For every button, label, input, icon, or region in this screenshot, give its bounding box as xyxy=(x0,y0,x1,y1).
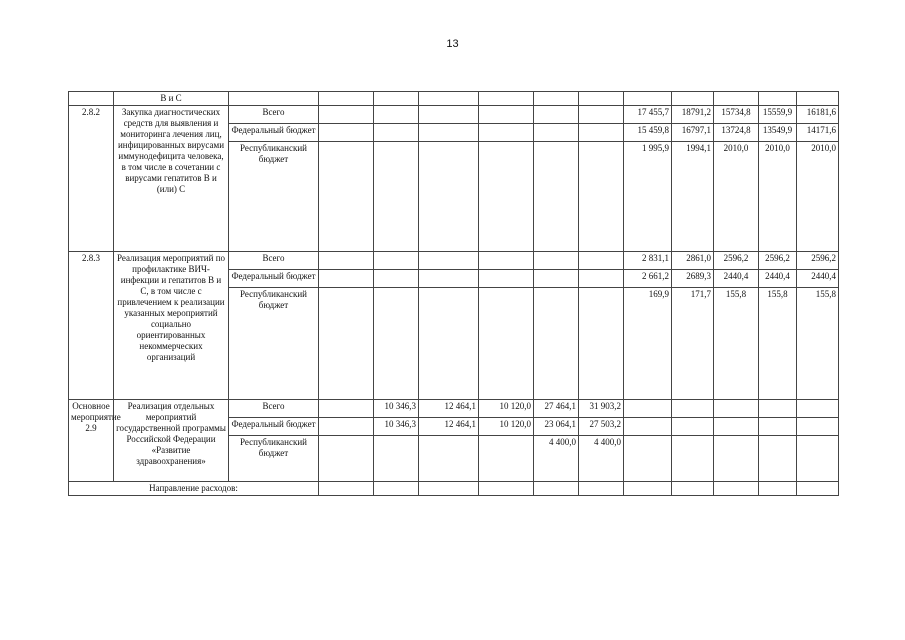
value-cell xyxy=(374,106,419,124)
table-cell xyxy=(624,92,672,106)
value-cell xyxy=(479,142,534,252)
value-cell xyxy=(579,142,624,252)
value-cell: 4 400,0 xyxy=(579,436,624,482)
value-cell: 155,8 xyxy=(759,288,797,400)
table-cell xyxy=(714,482,759,496)
value-cell: 15 459,8 xyxy=(624,124,672,142)
row-number-cell: Основное мероприятие 2.9 xyxy=(69,400,114,482)
value-cell xyxy=(319,400,374,418)
value-cell: 13549,9 xyxy=(759,124,797,142)
value-cell: 2010,0 xyxy=(797,142,839,252)
table-cell xyxy=(714,92,759,106)
table-cell xyxy=(534,482,579,496)
value-cell xyxy=(797,400,839,418)
value-cell xyxy=(534,270,579,288)
value-cell xyxy=(419,436,479,482)
value-cell xyxy=(374,252,419,270)
value-cell xyxy=(479,106,534,124)
value-cell xyxy=(374,124,419,142)
value-cell: 18791,2 xyxy=(672,106,714,124)
value-cell: 23 064,1 xyxy=(534,418,579,436)
row-number-cell: 2.8.3 xyxy=(69,252,114,400)
value-cell: 171,7 xyxy=(672,288,714,400)
table-cell xyxy=(579,482,624,496)
value-cell xyxy=(319,418,374,436)
table-row xyxy=(69,106,839,124)
table-cell xyxy=(374,92,419,106)
table-cell xyxy=(374,482,419,496)
table-cell xyxy=(672,482,714,496)
funding-source-cell: Республиканский бюджет xyxy=(229,142,319,252)
value-cell: 2010,0 xyxy=(714,142,759,252)
value-cell: 155,8 xyxy=(797,288,839,400)
value-cell xyxy=(479,270,534,288)
value-cell xyxy=(534,288,579,400)
funding-source-cell: Федеральный бюджет xyxy=(229,124,319,142)
table-cell xyxy=(419,92,479,106)
value-cell xyxy=(579,252,624,270)
value-cell xyxy=(319,124,374,142)
value-cell: 27 503,2 xyxy=(579,418,624,436)
value-cell xyxy=(419,142,479,252)
value-cell xyxy=(374,142,419,252)
value-cell xyxy=(319,288,374,400)
description-cell: В и С xyxy=(114,92,229,106)
value-cell xyxy=(419,252,479,270)
value-cell: 27 464,1 xyxy=(534,400,579,418)
value-cell: 1 995,9 xyxy=(624,142,672,252)
value-cell: 2689,3 xyxy=(672,270,714,288)
table-row xyxy=(69,400,839,418)
table-cell xyxy=(672,92,714,106)
description-cell: Реализация мероприятий по профилактике ВИЧ-инфекции и гепатитов В и С, в том числе с привлечением к реализации указанных мероприятий социально ориентированных некоммерческих организаций xyxy=(114,252,229,400)
value-cell xyxy=(374,270,419,288)
table-cell xyxy=(479,92,534,106)
funding-source-cell: Республиканский бюджет xyxy=(229,436,319,482)
value-cell: 2440,4 xyxy=(759,270,797,288)
value-cell: 10 120,0 xyxy=(479,400,534,418)
value-cell: 12 464,1 xyxy=(419,400,479,418)
table-cell xyxy=(229,92,319,106)
table-cell xyxy=(797,482,839,496)
value-cell: 16797,1 xyxy=(672,124,714,142)
value-cell: 2440,4 xyxy=(714,270,759,288)
value-cell xyxy=(319,142,374,252)
value-cell xyxy=(579,288,624,400)
value-cell xyxy=(319,270,374,288)
value-cell: 1994,1 xyxy=(672,142,714,252)
funding-source-cell: Республиканский бюджет xyxy=(229,288,319,400)
table-cell xyxy=(624,482,672,496)
value-cell xyxy=(672,418,714,436)
value-cell xyxy=(479,124,534,142)
value-cell xyxy=(672,400,714,418)
table-cell xyxy=(759,92,797,106)
value-cell xyxy=(419,106,479,124)
table-cell xyxy=(319,482,374,496)
value-cell: 2596,2 xyxy=(759,252,797,270)
table-cell xyxy=(479,482,534,496)
value-cell: 17 455,7 xyxy=(624,106,672,124)
value-cell xyxy=(759,418,797,436)
value-cell xyxy=(534,252,579,270)
value-cell xyxy=(759,400,797,418)
funding-source-cell: Всего xyxy=(229,252,319,270)
value-cell xyxy=(579,124,624,142)
value-cell xyxy=(479,288,534,400)
value-cell: 2010,0 xyxy=(759,142,797,252)
value-cell xyxy=(319,436,374,482)
value-cell xyxy=(534,106,579,124)
table-cell xyxy=(579,92,624,106)
table-row xyxy=(69,482,839,496)
value-cell: 10 346,3 xyxy=(374,400,419,418)
value-cell: 2 661,2 xyxy=(624,270,672,288)
expense-direction-label: Направление расходов: xyxy=(69,482,319,496)
value-cell xyxy=(319,252,374,270)
value-cell xyxy=(419,288,479,400)
table-cell xyxy=(534,92,579,106)
table-row xyxy=(69,92,839,106)
budget-table xyxy=(68,91,839,496)
value-cell: 13724,8 xyxy=(714,124,759,142)
row-number-cell: 2.8.2 xyxy=(69,106,114,252)
value-cell: 2861,0 xyxy=(672,252,714,270)
value-cell xyxy=(759,436,797,482)
value-cell: 15559,9 xyxy=(759,106,797,124)
table-cell xyxy=(419,482,479,496)
value-cell xyxy=(479,436,534,482)
value-cell: 10 346,3 xyxy=(374,418,419,436)
table-cell xyxy=(319,92,374,106)
funding-source-cell: Федеральный бюджет xyxy=(229,418,319,436)
value-cell xyxy=(714,418,759,436)
value-cell: 2596,2 xyxy=(797,252,839,270)
value-cell: 12 464,1 xyxy=(419,418,479,436)
value-cell xyxy=(579,106,624,124)
funding-source-cell: Всего xyxy=(229,400,319,418)
value-cell xyxy=(579,270,624,288)
value-cell xyxy=(419,124,479,142)
value-cell: 169,9 xyxy=(624,288,672,400)
table-body xyxy=(69,92,839,496)
description-cell: Реализация отдельных мероприятий государственной программы Российской Федерации «Развитие здравоохранения» xyxy=(114,400,229,482)
table-cell xyxy=(69,92,114,106)
table-cell xyxy=(797,92,839,106)
value-cell: 2 831,1 xyxy=(624,252,672,270)
value-cell xyxy=(419,270,479,288)
value-cell: 10 120,0 xyxy=(479,418,534,436)
value-cell: 2440,4 xyxy=(797,270,839,288)
value-cell xyxy=(374,436,419,482)
value-cell xyxy=(374,288,419,400)
value-cell xyxy=(534,142,579,252)
value-cell: 16181,6 xyxy=(797,106,839,124)
value-cell: 14171,6 xyxy=(797,124,839,142)
table-row xyxy=(69,252,839,270)
value-cell xyxy=(672,436,714,482)
funding-source-cell: Федеральный бюджет xyxy=(229,270,319,288)
value-cell xyxy=(714,400,759,418)
description-cell: Закупка диагностических средств для выявления и мониторинга лечения лиц, инфицированных вирусами иммунодефицита человека, в том числе в сочетании с вирусами гепатитов В и (или) С xyxy=(114,106,229,252)
value-cell xyxy=(624,400,672,418)
value-cell xyxy=(319,106,374,124)
table-cell xyxy=(759,482,797,496)
value-cell xyxy=(624,418,672,436)
value-cell: 2596,2 xyxy=(714,252,759,270)
value-cell xyxy=(714,436,759,482)
value-cell xyxy=(479,252,534,270)
funding-source-cell: Всего xyxy=(229,106,319,124)
value-cell xyxy=(797,418,839,436)
value-cell: 4 400,0 xyxy=(534,436,579,482)
page-number: 13 xyxy=(446,38,459,50)
value-cell: 15734,8 xyxy=(714,106,759,124)
value-cell: 31 903,2 xyxy=(579,400,624,418)
value-cell: 155,8 xyxy=(714,288,759,400)
value-cell xyxy=(624,436,672,482)
value-cell xyxy=(797,436,839,482)
value-cell xyxy=(534,124,579,142)
